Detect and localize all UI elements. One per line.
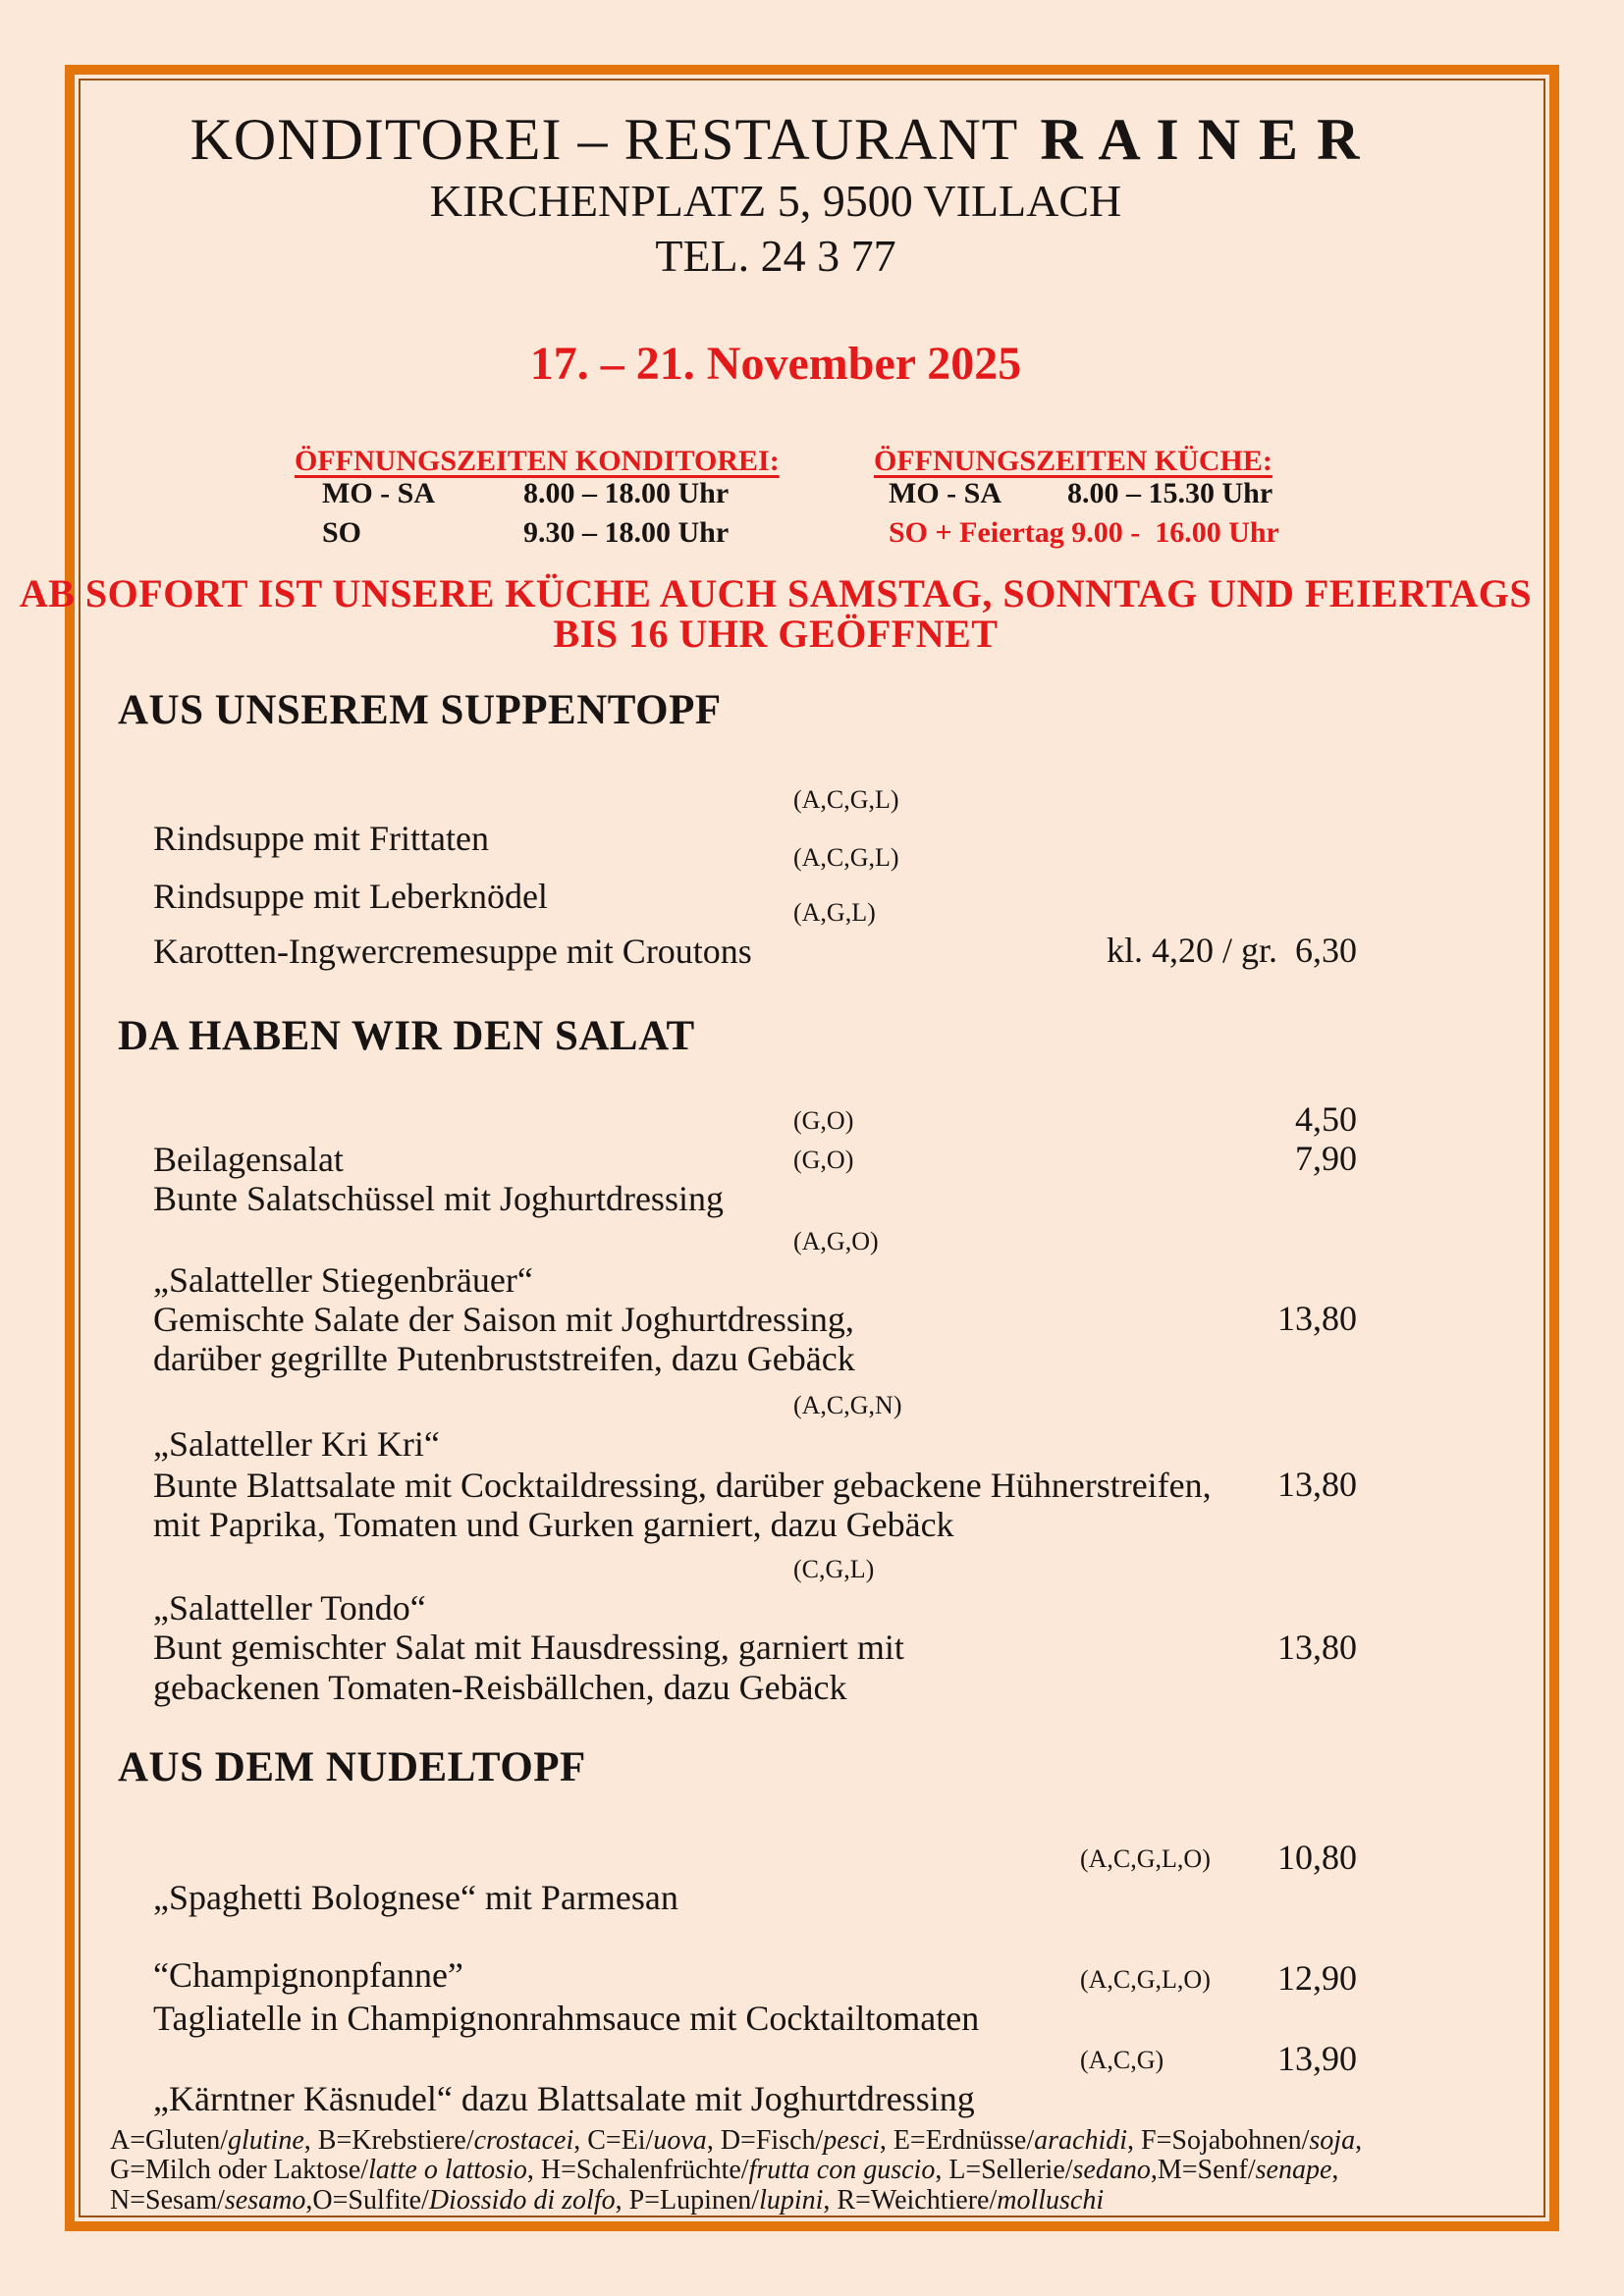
- item-allergens: (A,C,G,L,O): [1080, 1965, 1211, 1994]
- item-allergens: (G,O): [793, 1106, 854, 1135]
- item-price: 12,90: [1277, 1958, 1357, 1998]
- hours-konditorei-time-1: 8.00 – 18.00 Uhr: [523, 477, 730, 509]
- item-name: „Salatteller Kri Kri“: [153, 1424, 440, 1465]
- hours-konditorei-day-2: SO: [322, 516, 362, 549]
- item-allergens: (A,G,L): [793, 898, 876, 927]
- item-allergens: (A,C,G,L): [793, 785, 899, 814]
- item-name: Karotten-Ingwercremesuppe mit Croutons: [153, 932, 752, 972]
- item-allergens: (A,G,O): [793, 1227, 879, 1255]
- item-allergens: (G,O): [793, 1146, 854, 1174]
- item-description: [118, 1465, 1357, 1545]
- item-price: 7,90: [1295, 1139, 1357, 1178]
- section-heading-salads: DA HABEN WIR DEN SALAT: [118, 1013, 695, 1059]
- item-name: “Champignonpfanne”: [153, 1955, 463, 1996]
- item-desc-line: darüber gegrillte Putenbruststreifen, dazu Gebäck: [153, 1339, 855, 1379]
- item-desc-line: mit Paprika, Tomaten und Gurken garniert, dazu Gebäck: [153, 1505, 954, 1545]
- hours-kueche-special: SO + Feiertag 9.00 - 16.00 Uhr: [889, 516, 1279, 549]
- item-name: Rindsuppe mit Frittaten: [153, 819, 489, 859]
- menu-item: [118, 1838, 1357, 1918]
- item-allergens: (C,G,L): [793, 1555, 875, 1583]
- item-desc-line: Tagliatelle in Champignonrahmsauce mit Cocktailtomaten: [153, 1999, 980, 2039]
- item-name: Bunte Salatschüssel mit Joghurtdressing: [153, 1179, 724, 1219]
- menu-item: [118, 1548, 1357, 1629]
- item-name: „Kärntner Käsnudel“ dazu Blattsalate mit Joghurtdressing: [153, 2079, 975, 2119]
- soups-price-note-row: [118, 931, 1357, 972]
- hours-kueche-day-1: MO - SA: [889, 477, 1001, 509]
- item-price: 13,80: [1277, 1628, 1357, 1667]
- item-name: „Salatteller Stiegenbräuer“: [153, 1260, 533, 1301]
- item-desc-line: Gemischte Salate der Saison mit Joghurtdressing,: [153, 1300, 854, 1340]
- item-allergens: (A,C,G,N): [793, 1391, 902, 1419]
- item-desc-line: gebackenen Tomaten-Reisbällchen, dazu Gebäck: [153, 1668, 847, 1708]
- hours-kueche-time-1: 8.00 – 15.30 Uhr: [1067, 477, 1273, 509]
- item-price: 13,80: [1277, 1465, 1357, 1504]
- item-allergens: (A,C,G): [1080, 2046, 1164, 2074]
- item-description: [118, 1299, 1357, 1379]
- item-price: 13,80: [1277, 1299, 1357, 1338]
- item-desc-line: Bunte Blattsalate mit Cocktaildressing, darüber gebackene Hühnerstreifen,: [153, 1466, 1212, 1506]
- item-price: 4,50: [1295, 1099, 1357, 1139]
- item-price: 13,90: [1277, 2039, 1357, 2078]
- menu-item: [118, 778, 1357, 859]
- menu-item: [118, 2039, 1357, 2119]
- menu-item: [118, 1384, 1357, 1465]
- menu-date-range: 17. – 21. November 2025: [529, 338, 1022, 390]
- allergen-legend-line-2: G=Milch oder Laktose/latte o lattosio, H=Schalenfrüchte/frutta con guscio, L=Sellerie/sedano,M=Senf/senape,: [110, 2155, 1339, 2185]
- section-heading-soups: AUS UNSEREM SUPPENTOPF: [118, 687, 722, 733]
- item-name: Rindsuppe mit Leberknödel: [153, 877, 548, 917]
- restaurant-phone: TEL. 24 3 77: [655, 231, 896, 281]
- item-name: „Spaghetti Bolognese“ mit Parmesan: [153, 1878, 678, 1918]
- item-price: 10,80: [1277, 1838, 1357, 1877]
- restaurant-title-main: KONDITOREI – RESTAURANT: [189, 107, 1019, 172]
- hours-konditorei-time-2: 9.30 – 18.00 Uhr: [523, 516, 730, 549]
- item-name: „Salatteller Tondo“: [153, 1588, 426, 1629]
- restaurant-title: [0, 107, 1551, 172]
- item-allergens: (A,C,G,L,O): [1080, 1844, 1211, 1873]
- item-name: Beilagensalat: [153, 1140, 344, 1180]
- item-allergens: (A,C,G,L): [793, 843, 899, 872]
- allergen-legend-line-1: A=Gluten/glutine, B=Krebstiere/crostacei, C=Ei/uova, D=Fisch/pesci, E=Erdnüsse/arachidi, F=Sojabohnen/soja,: [110, 2125, 1363, 2156]
- soups-price-note: kl. 4,20 / gr. 6,30: [1106, 931, 1357, 970]
- announcement-line-2: BIS 16 UHR GEÖFFNET: [553, 612, 999, 656]
- menu-item: [118, 1139, 1357, 1219]
- item-desc-line: Bunt gemischter Salat mit Hausdressing, garniert mit: [153, 1628, 904, 1668]
- item-description: [118, 1958, 1357, 2039]
- hours-kueche-heading: ÖFFNUNGSZEITEN KÜCHE:: [874, 445, 1272, 477]
- section-heading-pasta: AUS DEM NUDELTOPF: [118, 1744, 586, 1790]
- allergen-legend-line-3: N=Sesam/sesamo,O=Sulfite/Diossido di zolfo, P=Lupinen/lupini, R=Weichtiere/molluschi: [110, 2185, 1105, 2216]
- restaurant-address: KIRCHENPLATZ 5, 9500 VILLACH: [429, 176, 1122, 226]
- item-description: [118, 1628, 1357, 1708]
- announcement-line-1: AB SOFORT IST UNSERE KÜCHE AUCH SAMSTAG, SONNTAG UND FEIERTAGS: [19, 571, 1533, 615]
- restaurant-title-name: R A I N E R: [1040, 107, 1362, 172]
- menu-item: [118, 1220, 1357, 1301]
- hours-konditorei-heading: ÖFFNUNGSZEITEN KONDITOREI:: [295, 445, 780, 477]
- hours-konditorei-day-1: MO - SA: [322, 477, 435, 509]
